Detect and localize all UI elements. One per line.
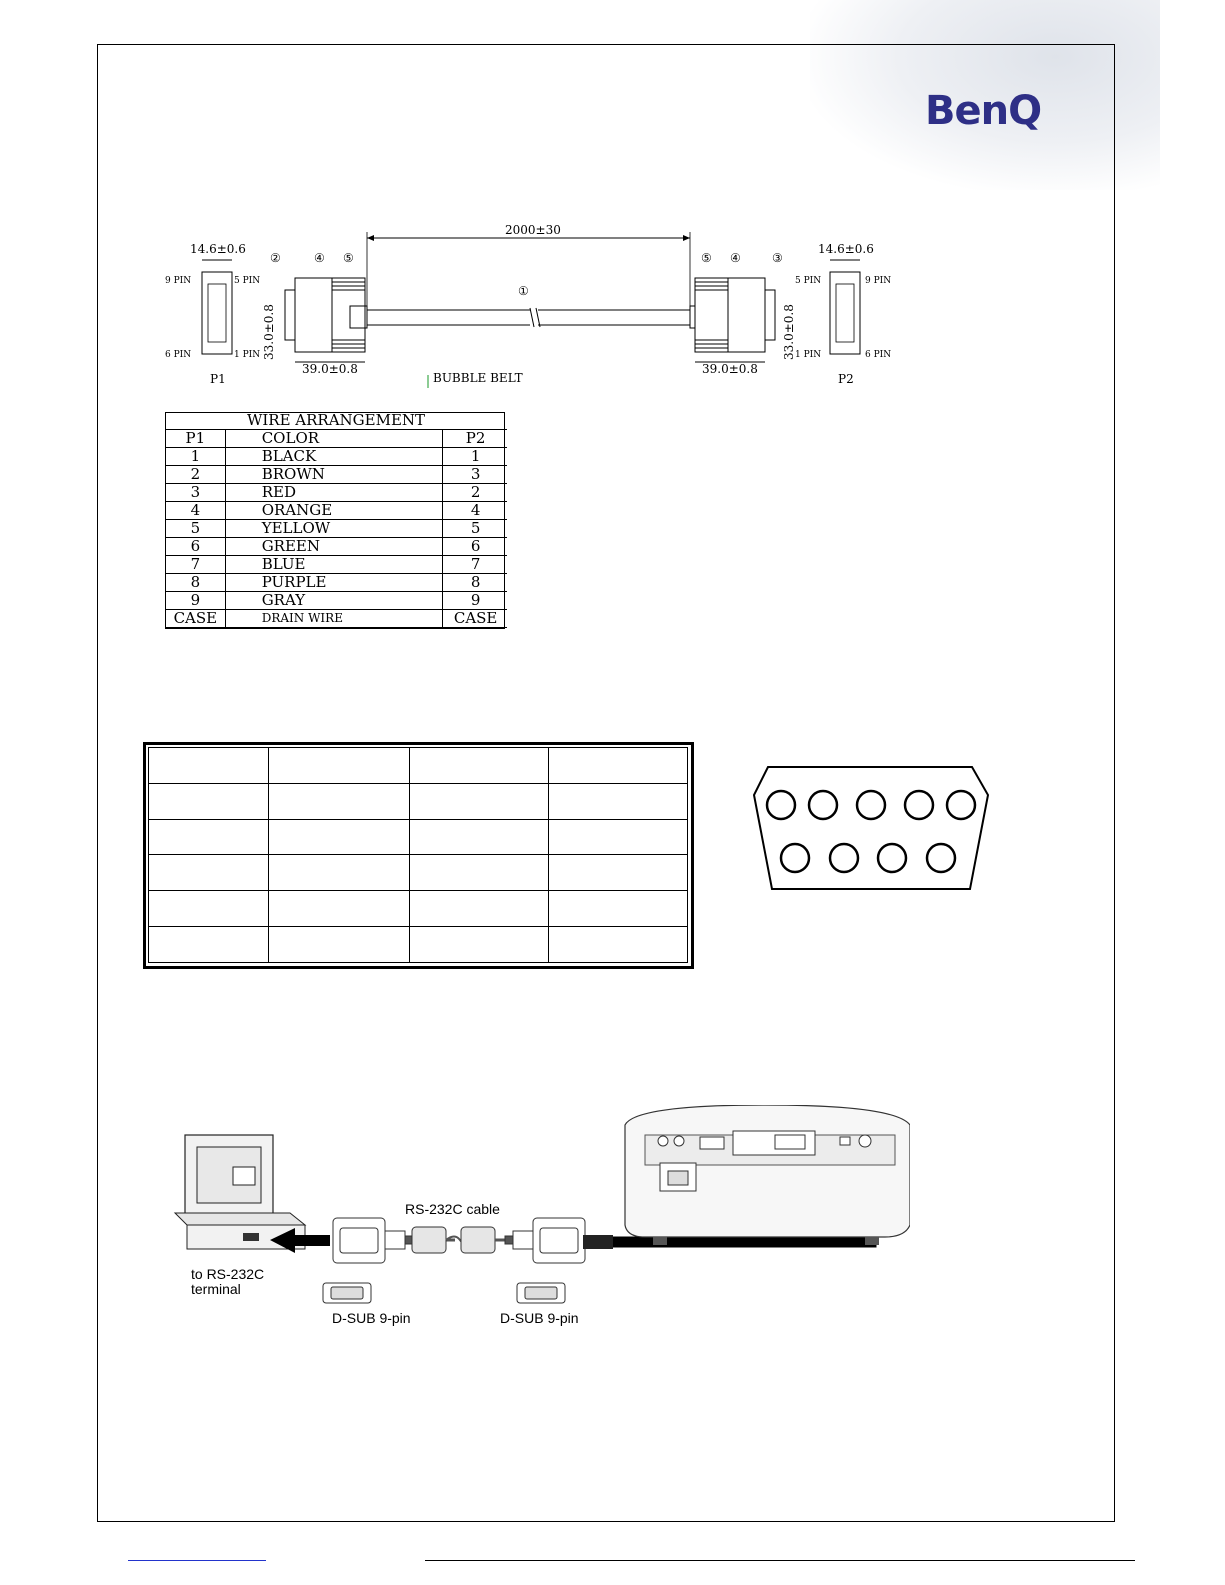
color-cell: YELLOW	[226, 520, 445, 538]
wire-arrangement-table	[165, 412, 507, 628]
projector-icon	[625, 1105, 910, 1245]
bubble-belt: BUBBLE BELT	[433, 371, 523, 385]
dsub-pin-face	[750, 765, 990, 893]
table-row	[165, 466, 507, 484]
table-row	[165, 448, 507, 466]
table-row	[149, 783, 688, 819]
wire-table-title: WIRE ARRANGEMENT	[165, 412, 507, 430]
color-cell: BLUE	[226, 556, 445, 574]
footer-link-underline	[128, 1560, 266, 1561]
p1-cell: 4	[165, 502, 226, 520]
table-row	[165, 610, 507, 628]
callout-4a: ④	[314, 251, 325, 265]
wire-table-divider-2	[442, 430, 443, 629]
p2-cell: 6	[444, 538, 507, 556]
p1-length-dim: 39.0±0.8	[302, 362, 358, 376]
color-cell: GRAY	[226, 592, 445, 610]
p1-cell: 8	[165, 574, 226, 592]
p1-cell: 2	[165, 466, 226, 484]
p1-pin1: 1 PIN	[234, 350, 261, 360]
computer-icon	[175, 1135, 305, 1249]
callout-1: ①	[518, 284, 529, 298]
terminal-label-line2: terminal	[191, 1281, 241, 1297]
p1-cell: 3	[165, 484, 226, 502]
benq-logo: BenQ	[925, 88, 1042, 134]
p2-cell: 1	[444, 448, 507, 466]
p1-cell: 6	[165, 538, 226, 556]
color-cell: PURPLE	[226, 574, 445, 592]
p2-cell: CASE	[444, 610, 507, 628]
table-row	[165, 574, 507, 592]
color-cell: ORANGE	[226, 502, 445, 520]
p2-label: P2	[838, 372, 854, 386]
terminal-label-line1: to RS-232C	[191, 1266, 265, 1282]
p2-cell: 8	[444, 574, 507, 592]
cable-drawing	[150, 220, 910, 395]
p2-pin6: 6 PIN	[865, 350, 892, 360]
p1-pin9: 9 PIN	[165, 276, 192, 286]
p1-pin5: 5 PIN	[234, 276, 261, 286]
table-row	[149, 927, 688, 963]
p1-cell: 5	[165, 520, 226, 538]
rs232-cable-label: RS-232C cable	[405, 1201, 500, 1217]
p1-cell: 9	[165, 592, 226, 610]
length-dim: 2000±30	[505, 223, 561, 237]
p2-cell: 4	[444, 502, 507, 520]
p2-cell: 2	[444, 484, 507, 502]
color-cell: BROWN	[226, 466, 445, 484]
header-p1: P1	[165, 430, 226, 448]
header-p2: P2	[444, 430, 507, 448]
dsub-right-label: D-SUB 9-pin	[500, 1310, 579, 1326]
color-cell: GREEN	[226, 538, 445, 556]
pin-assignment-table	[148, 747, 688, 963]
table-row	[165, 520, 507, 538]
p2-pin9: 9 PIN	[865, 276, 892, 286]
callout-5a: ⑤	[343, 251, 354, 265]
p2-pin1: 1 PIN	[795, 350, 822, 360]
header-color: COLOR	[226, 430, 445, 448]
p1-label: P1	[210, 372, 226, 386]
wire-table-header-row	[165, 430, 507, 448]
callout-5b: ⑤	[701, 251, 712, 265]
callout-4b: ④	[730, 251, 741, 265]
p2-cell: 3	[444, 466, 507, 484]
dsub-left-label: D-SUB 9-pin	[332, 1310, 411, 1326]
callout-3: ③	[772, 251, 783, 265]
color-cell: DRAIN WIRE	[226, 610, 445, 628]
wire-table-divider-1	[225, 430, 226, 629]
callout-2: ②	[270, 251, 281, 265]
table-row	[149, 855, 688, 891]
table-row	[149, 819, 688, 855]
wire-table-title-row	[165, 412, 507, 430]
p2-cell: 5	[444, 520, 507, 538]
color-cell: BLACK	[226, 448, 445, 466]
color-cell: RED	[226, 484, 445, 502]
table-row	[165, 484, 507, 502]
p1-width-dim: 14.6±0.6	[190, 242, 246, 256]
p2-height-dim: 33.0±0.8	[782, 304, 796, 360]
table-row	[165, 538, 507, 556]
table-row	[165, 556, 507, 574]
p1-cell: 7	[165, 556, 226, 574]
p2-pin5: 5 PIN	[795, 276, 822, 286]
p2-cell: 9	[444, 592, 507, 610]
p2-width-dim: 14.6±0.6	[818, 242, 874, 256]
p2-cell: 7	[444, 556, 507, 574]
p1-cell: CASE	[165, 610, 226, 628]
p1-pin6: 6 PIN	[165, 350, 192, 360]
table-row	[149, 748, 688, 784]
p2-length-dim: 39.0±0.8	[702, 362, 758, 376]
rs232-connection-diagram	[165, 1105, 910, 1335]
p1-cell: 1	[165, 448, 226, 466]
table-row	[165, 502, 507, 520]
footer-rule	[425, 1560, 1135, 1561]
table-row	[165, 592, 507, 610]
p1-height-dim: 33.0±0.8	[262, 304, 276, 360]
table-row	[149, 891, 688, 927]
